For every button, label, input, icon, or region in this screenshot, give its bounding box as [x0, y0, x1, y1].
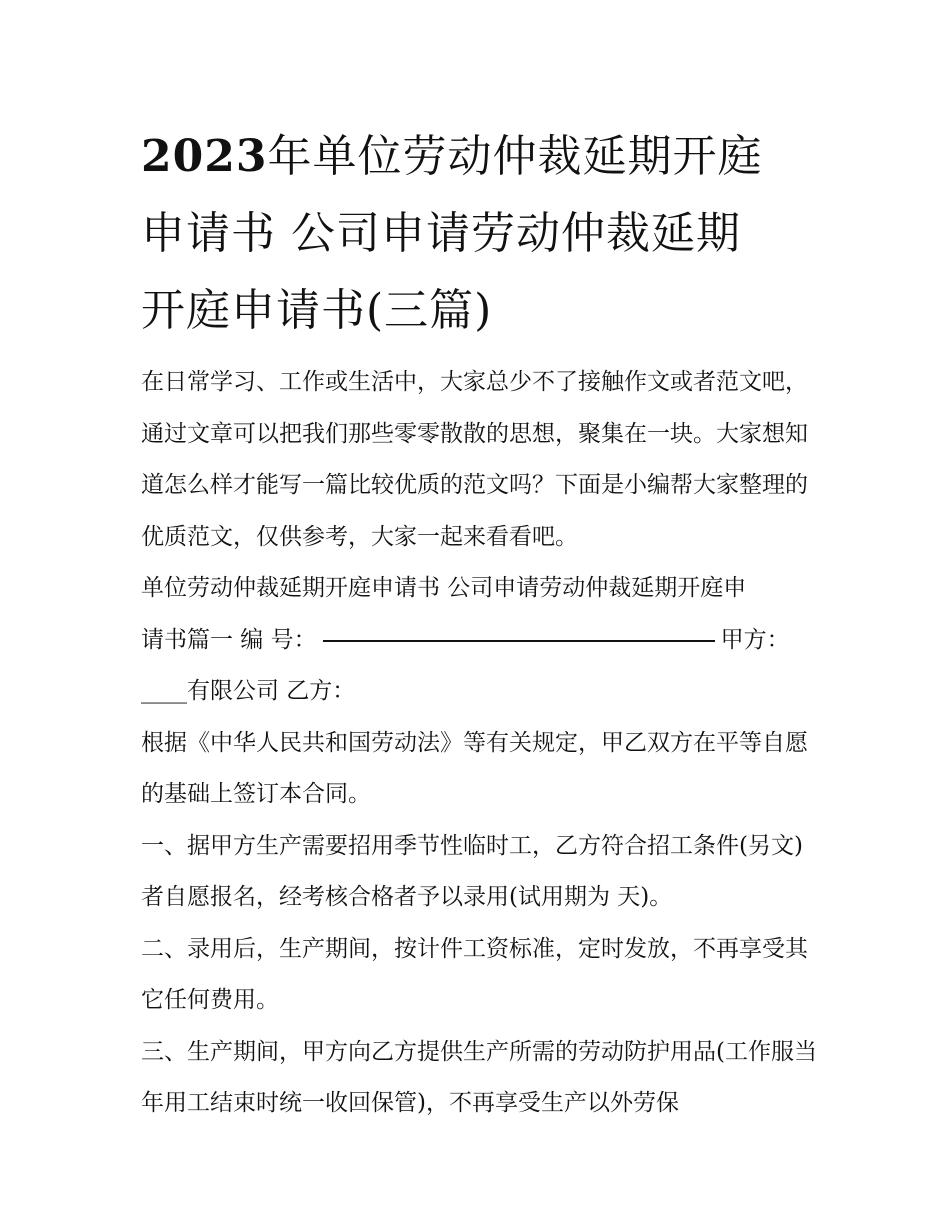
title-line3: 开庭申请书(三篇) [141, 285, 493, 336]
clause-two: 二、录用后，生产期间，按计件工资标准，定时发放，不再享受其它任何费用。 [141, 935, 808, 1013]
party-line: ____有限公司 乙方： [141, 678, 356, 704]
title-line2: 申请书 公司申请劳动仲裁延期 [141, 208, 741, 259]
title-year: 2023 [141, 131, 268, 182]
document-title [141, 118, 821, 349]
serial-number-blank [323, 640, 715, 642]
party-a-label: 甲方： [720, 626, 790, 653]
serial-number-label: 请书篇一 编 号： [141, 626, 317, 653]
basis-paragraph: 根据《中华人民共和国劳动法》等有关规定，甲乙双方在平等自愿的基础上签订本合同。 [141, 729, 808, 807]
title-line1: 年单位劳动仲裁延期开庭 [267, 131, 763, 182]
intro-paragraph: 在日常学习、工作或生活中，大家总少不了接触作文或者范文吧，通过文章可以把我们那些零零散散的思想，聚集在一块。大家想知道怎么样才能写一篇比较优质的范文吗？下面是小编帮大家整理的优质范文，仅供参考，大家一起来看看吧。 [141, 369, 808, 550]
section-heading: 单位劳动仲裁延期开庭申请书 公司申请劳动仲裁延期开庭申 [141, 575, 747, 601]
document-body [141, 357, 821, 1130]
contract-header-line [141, 615, 821, 667]
clause-three: 三、生产期间，甲方向乙方提供生产所需的劳动防护用品(工作服当年用工结束时统一收回保管)，不再享受生产以外劳保 [141, 1038, 817, 1116]
clause-one: 一、据甲方生产需要招用季节性临时工，乙方符合招工条件(另文)者自愿报名，经考核合格者予以录用(试用期为 天)。 [141, 832, 803, 910]
document-page [141, 118, 821, 1130]
